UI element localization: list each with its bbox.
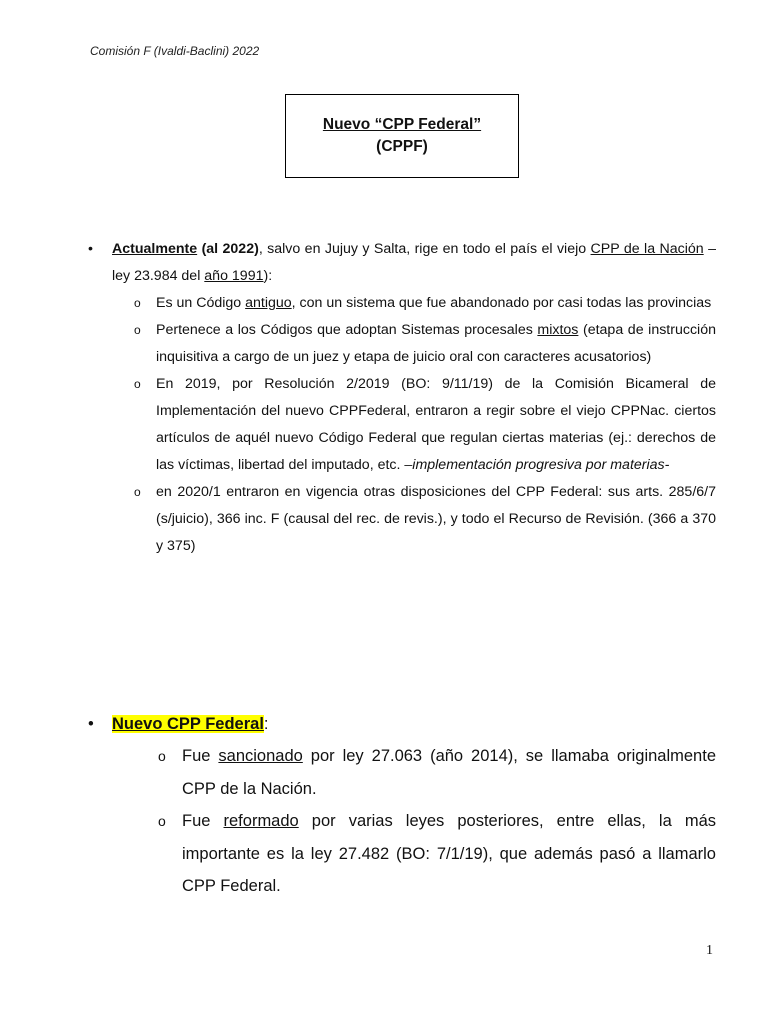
sub-list-item bbox=[112, 317, 716, 371]
item-text: Es un Código bbox=[156, 295, 246, 311]
paragraph-text: , salvo en Jujuy y Salta, rige en todo el país el viejo bbox=[258, 241, 591, 257]
year-underlined: año 1991 bbox=[204, 268, 264, 284]
section-new-code bbox=[86, 708, 716, 903]
item-text: Fue bbox=[182, 812, 224, 830]
paragraph-text: – ley 23.984 del bbox=[112, 241, 716, 284]
circle-bullet-icon: o bbox=[134, 296, 141, 310]
highlighted-heading: Nuevo CPP Federal bbox=[112, 715, 264, 733]
list-item bbox=[86, 236, 716, 560]
sub-list bbox=[112, 290, 716, 560]
document-title: Nuevo “CPP Federal” bbox=[322, 116, 482, 133]
keyword-actualmente: Actualmente bbox=[112, 241, 198, 257]
sub-list-item bbox=[112, 805, 716, 903]
item-italic: –implementación progresiva por materias- bbox=[404, 457, 670, 473]
item-underlined: reformado bbox=[223, 812, 299, 830]
circle-bullet-icon: o bbox=[134, 377, 141, 391]
title-box bbox=[285, 94, 519, 178]
item-underlined: mixtos bbox=[537, 322, 579, 338]
item-text: En 2019, por Resolución 2/2019 (BO: 9/11/19) de la Comisión Bicameral de Implementación del nuevo CPPFederal, entraron a regir sobre el viejo CPPNac. ciertos artículos de aquél nuevo Código Federal que regulan ciertas materias (ej.: derechos de las víctimas, libertad del imputado, etc. bbox=[156, 376, 716, 473]
sub-list-item bbox=[112, 290, 716, 317]
page-number: 1 bbox=[706, 943, 713, 958]
item-text: en 2020/1 entraron en vigencia otras disposiciones del CPP Federal: sus arts. 285/6/7 (s/juicio), 366 inc. F (causal del rec. de revis.), y todo el Recurso de Revisión. (366 a 370 y 375) bbox=[156, 484, 716, 554]
circle-bullet-icon: o bbox=[158, 748, 166, 764]
page-header: Comisión F (Ivaldi-Baclini) 2022 bbox=[90, 44, 260, 58]
item-text: , con un sistema que fue abandonado por casi todas las provincias bbox=[291, 295, 712, 311]
sub-list-item bbox=[112, 371, 716, 479]
item-text: por ley 27.063 (año 2014), se llamaba originalmente CPP de la Nación. bbox=[182, 747, 716, 798]
sub-list bbox=[112, 740, 716, 903]
item-text: Fue bbox=[182, 747, 219, 765]
keyword-year: (al 2022) bbox=[201, 241, 259, 257]
item-text: Pertenece a los Códigos que adoptan Sistemas procesales bbox=[156, 322, 538, 338]
circle-bullet-icon: o bbox=[134, 485, 141, 499]
sub-list-item bbox=[112, 479, 716, 560]
sub-list-item bbox=[112, 740, 716, 805]
paragraph-text: ): bbox=[263, 268, 273, 284]
list-item bbox=[86, 708, 716, 903]
bullet-icon: • bbox=[88, 715, 94, 733]
item-text: por varias leyes posteriores, entre ellas, la más importante es la ley 27.482 (BO: 7/1/19), que además pasó a llamarlo CPP Federal. bbox=[182, 812, 716, 895]
section-current-code bbox=[86, 236, 716, 560]
item-text: (etapa de instrucción inquisitiva a cargo de un juez y etapa de juicio oral con caracteres acusatorios) bbox=[156, 322, 716, 365]
item-underlined: antiguo bbox=[245, 295, 292, 311]
circle-bullet-icon: o bbox=[134, 323, 141, 337]
document-subtitle: (CPPF) bbox=[376, 138, 428, 155]
item-underlined: sancionado bbox=[218, 747, 303, 765]
cpp-nacion-link-text: CPP de la Nación bbox=[590, 241, 704, 257]
circle-bullet-icon: o bbox=[158, 813, 166, 829]
heading-colon: : bbox=[263, 715, 269, 733]
bullet-icon: • bbox=[88, 241, 93, 257]
